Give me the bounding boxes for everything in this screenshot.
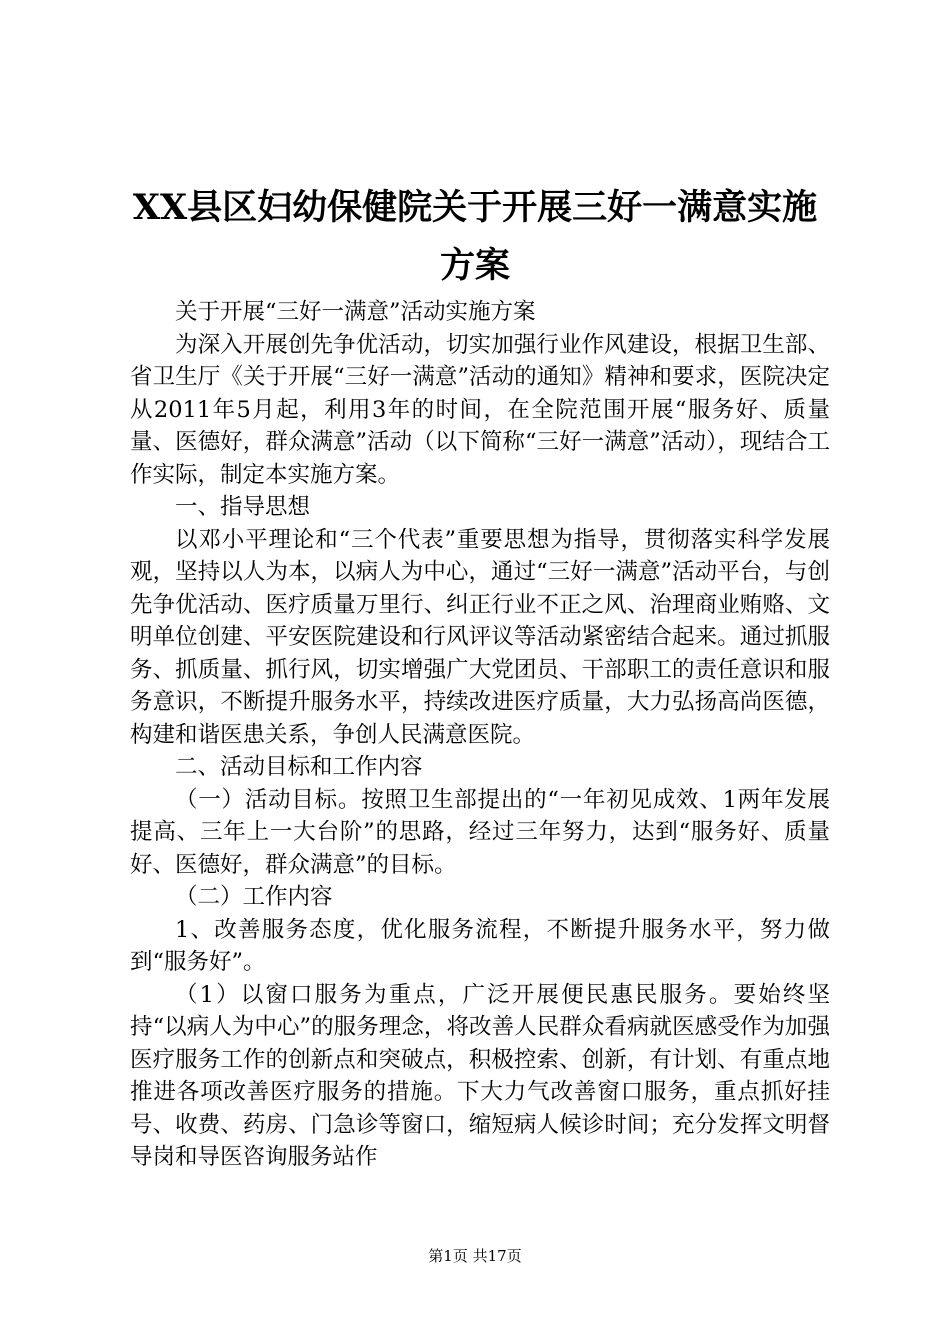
- work-item-1-paragraph: 1、改善服务态度，优化服务流程，不断提升服务水平，努力做到“服务好”。: [130, 916, 830, 975]
- subsection-heading-work-content: （二）工作内容: [175, 884, 333, 910]
- subtitle-paragraph: 关于开展“三好一满意”活动实施方案: [175, 299, 536, 325]
- guiding-ideology-paragraph: 以邓小平理论和“三个代表”重要思想为指导，贯彻落实科学发展观，坚持以人为本，以病人为中心，通过“三好一满意”活动平台，与创先争优活动、医疗质量万里行、纠正行业不正之风、治理商业贿赂、文明单位创建、平安医院建设和行风评议等活动紧密结合起来。通过抓服务、抓质量、抓行风，切实增强广大党团员、干部职工的责任意识和服务意识，不断提升服务水平，持续改进医疗质量，大力弘扬高尚医德，构建和谐医患关系，争创人民满意医院。: [130, 526, 830, 748]
- intro-paragraph: 为深入开展创先争优活动，切实加强行业作风建设，根据卫生部、省卫生厅《关于开展“三好一满意”活动的通知》精神和要求，医院决定从2011年5月起，利用3年的时间，在全院范围开展“服务好、质量量、医德好，群众满意”活动（以下简称“三好一满意”活动），现结合工作实际，制定本实施方案。: [130, 331, 830, 488]
- section-heading-guiding-ideology: 一、指导思想: [175, 494, 311, 520]
- activity-goals-paragraph: （一）活动目标。按照卫生部提出的“一年初见成效、1两年发展提高、三年上一大台阶”的思路，经过三年努力，达到“服务好、质量好、医德好，群众满意”的目标。: [130, 786, 830, 878]
- document-title-line-1: XX县区妇幼保健院关于开展三好一满意实施: [132, 187, 818, 228]
- page-number-footer: 第1页 共17页: [428, 1247, 522, 1265]
- section-heading-goals-and-work: 二、活动目标和工作内容: [175, 754, 423, 780]
- work-item-1-1-paragraph: （1）以窗口服务为重点，广泛开展便民惠民服务。要始终坚持“以病人为中心”的服务理念，将改善人民群众看病就医感受作为加强医疗服务工作的创新点和突破点，积极控索、创新，有计划、有重点地推进各项改善医疗服务的措施。下大力气改善窗口服务，重点抓好挂号、收费、药房、门急诊等窗口，缩短病人候诊时间；充分发挥文明督导岗和导医咨询服务站作: [130, 981, 830, 1170]
- document-title-line-2: 方案: [439, 245, 510, 286]
- document-body: [130, 296, 830, 1174]
